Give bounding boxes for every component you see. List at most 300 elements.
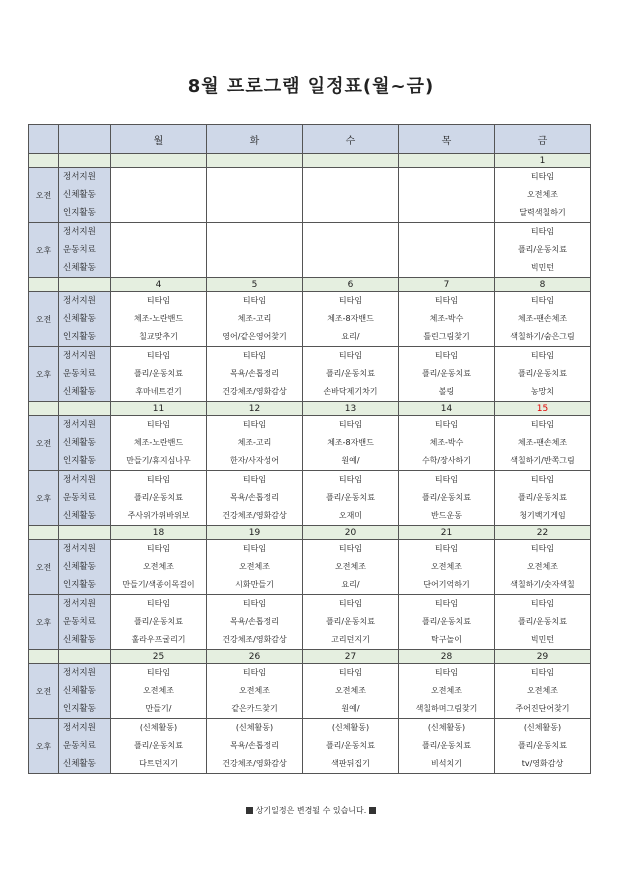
activity-cell (399, 168, 495, 223)
activity-cell (207, 416, 303, 471)
activity-cell (303, 223, 399, 278)
category-label: 신체활동 (63, 562, 96, 572)
activity-line: 농망치 (530, 387, 555, 396)
activity-cell (399, 540, 495, 595)
header-blank (29, 125, 59, 154)
category-label: 정서지원 (63, 227, 96, 237)
activity-cell (111, 471, 207, 526)
date-cell: 22 (495, 526, 591, 540)
activity-line: 플리/운동치료 (133, 617, 184, 626)
date-row-blank (29, 278, 59, 292)
activity-cell (495, 223, 591, 278)
activity-cell (399, 416, 495, 471)
activity-line: 볼링 (438, 387, 455, 396)
activity-line: 청기백기게임 (519, 511, 566, 520)
date-row-blank (59, 278, 111, 292)
activity-line: 칠교맞추기 (139, 332, 178, 341)
activity-line (111, 168, 206, 186)
category-label: 운동치료 (63, 369, 96, 379)
activity-line: 주어진단어찾기 (515, 704, 570, 713)
activity-cell (207, 347, 303, 402)
activity-line: 티타임 (338, 351, 363, 360)
date-cell: 12 (207, 402, 303, 416)
category-label: 운동치료 (63, 741, 96, 751)
period-label: 오전 (29, 168, 59, 223)
activity-line: 티타임 (434, 599, 459, 608)
activity-line: 오전체조 (527, 686, 558, 695)
activity-line: 훌라우프굴리기 (131, 635, 186, 644)
period-label: 오전 (29, 416, 59, 471)
activity-line (399, 186, 494, 204)
activity-line: 티타임 (242, 475, 267, 484)
activity-line: 목욕/손톱정리 (229, 369, 280, 378)
date-row (29, 402, 591, 416)
period-label: 오전 (29, 292, 59, 347)
activity-line: 시화만들기 (235, 580, 274, 589)
activity-cell (111, 168, 207, 223)
activity-line: 체조-노란밴드 (133, 314, 184, 323)
activity-line: 티타임 (338, 544, 363, 553)
date-cell: 28 (399, 650, 495, 664)
date-row (29, 154, 591, 168)
activity-cell (399, 347, 495, 402)
activity-line: 만들기/ (145, 704, 172, 713)
activity-line: 체조-팬손체조 (517, 314, 568, 323)
day-header: 목 (399, 125, 495, 154)
activity-cell (495, 595, 591, 650)
page-title: 8월 프로그램 일정표(월~금) (187, 76, 435, 97)
activity-line: 빅민턴 (530, 263, 555, 272)
activity-line: 플리/운동치료 (133, 741, 184, 750)
activity-cell (399, 292, 495, 347)
activity-cell (495, 471, 591, 526)
activity-line: 오전체조 (527, 562, 558, 571)
category-labels (59, 168, 111, 223)
date-cell: 7 (399, 278, 495, 292)
category-label: 정서지원 (63, 475, 96, 485)
activity-cell (111, 347, 207, 402)
morning-row (29, 664, 591, 719)
afternoon-row (29, 347, 591, 402)
date-cell: 20 (303, 526, 399, 540)
activity-line: (신체활동) (523, 723, 562, 732)
category-label: 신체활동 (63, 263, 96, 273)
category-label: 신체활동 (63, 190, 96, 200)
activity-line: 티타임 (434, 544, 459, 553)
date-row-blank (59, 650, 111, 664)
activity-line: 주사위가위바위보 (127, 511, 190, 520)
category-label: 정서지원 (63, 172, 96, 182)
category-label: 인지활동 (63, 580, 96, 590)
date-row (29, 650, 591, 664)
activity-cell (399, 595, 495, 650)
activity-line: (신체활동) (331, 723, 370, 732)
afternoon-row (29, 471, 591, 526)
category-label: 정서지원 (63, 420, 96, 430)
activity-line: 목욕/손톱정리 (229, 741, 280, 750)
date-cell: 25 (111, 650, 207, 664)
activity-line: 티타임 (530, 351, 555, 360)
category-labels (59, 416, 111, 471)
period-label: 오후 (29, 347, 59, 402)
category-label: 정서지원 (63, 599, 96, 609)
activity-cell (495, 664, 591, 719)
activity-line: 플리/운동치료 (517, 741, 568, 750)
date-row-blank (29, 526, 59, 540)
activity-cell (303, 292, 399, 347)
activity-line: 티타임 (434, 668, 459, 677)
category-label: 인지활동 (63, 332, 96, 342)
activity-line: 티타임 (338, 296, 363, 305)
date-cell: 5 (207, 278, 303, 292)
activity-cell (303, 471, 399, 526)
activity-line: 체조-8자밴드 (327, 314, 374, 323)
activity-line: 요리/ (341, 580, 360, 589)
activity-line: 플리/운동치료 (421, 369, 472, 378)
activity-line (303, 241, 398, 259)
activity-line (111, 259, 206, 277)
date-cell (207, 154, 303, 168)
activity-cell (111, 292, 207, 347)
activity-line: 색칠하기/숫자색칠 (510, 580, 575, 589)
activity-cell (303, 416, 399, 471)
footer-note (0, 805, 622, 816)
footer-text: 상기일정은 변경될 수 있습니다. (255, 806, 367, 815)
date-cell: 14 (399, 402, 495, 416)
activity-line: 오전체조 (239, 686, 270, 695)
activity-line (207, 204, 302, 222)
activity-line: 만들기/색종이목걸이 (122, 580, 195, 589)
activity-cell (303, 347, 399, 402)
category-label: 신체활동 (63, 387, 96, 397)
activity-cell (207, 595, 303, 650)
activity-cell (111, 595, 207, 650)
activity-line: 티타임 (338, 420, 363, 429)
activity-line: 오전체조 (335, 686, 366, 695)
date-cell: 29 (495, 650, 591, 664)
activity-cell (207, 168, 303, 223)
activity-cell (303, 664, 399, 719)
date-cell: 26 (207, 650, 303, 664)
period-label: 오전 (29, 664, 59, 719)
activity-line: 티타임 (434, 296, 459, 305)
activity-line (207, 168, 302, 186)
date-row-blank (59, 402, 111, 416)
activity-line: 티타임 (530, 296, 555, 305)
date-row-blank (29, 154, 59, 168)
activity-cell (111, 540, 207, 595)
category-label: 정서지원 (63, 668, 96, 678)
activity-line (399, 223, 494, 241)
activity-line: 오재미 (338, 511, 363, 520)
afternoon-row (29, 595, 591, 650)
activity-line: 수학/장사하기 (421, 456, 472, 465)
activity-line: 티타임 (338, 668, 363, 677)
activity-line: 티타임 (530, 475, 555, 484)
activity-line: 티타임 (242, 668, 267, 677)
category-label: 인지활동 (63, 208, 96, 218)
date-cell (111, 154, 207, 168)
activity-line: 오전체조 (431, 562, 462, 571)
activity-line: 플리/운동치료 (517, 369, 568, 378)
activity-line: 플리/운동치료 (325, 369, 376, 378)
date-cell: 1 (495, 154, 591, 168)
activity-cell (207, 292, 303, 347)
activity-line: 티타임 (338, 475, 363, 484)
activity-line (207, 186, 302, 204)
category-labels (59, 664, 111, 719)
activity-line: 체조-박수 (429, 438, 464, 447)
activity-line: 플리/운동치료 (421, 741, 472, 750)
activity-cell (495, 347, 591, 402)
date-cell (303, 154, 399, 168)
activity-line: 티타임 (242, 599, 267, 608)
activity-line: 티타임 (530, 599, 555, 608)
activity-line: 원예/ (341, 704, 360, 713)
category-labels (59, 719, 111, 774)
activity-line: 영어/같은영어찾기 (222, 332, 287, 341)
category-label: 인지활동 (63, 456, 96, 466)
date-cell (399, 154, 495, 168)
activity-line: 건강체조/영화감상 (222, 759, 287, 768)
activity-line: 빅민턴 (530, 635, 555, 644)
activity-cell (207, 223, 303, 278)
morning-row (29, 540, 591, 595)
activity-line: 플리/운동치료 (517, 493, 568, 502)
activity-line: tv/영화감상 (521, 759, 564, 768)
date-row (29, 526, 591, 540)
category-label: 신체활동 (63, 511, 96, 521)
activity-line (207, 259, 302, 277)
category-label: 신체활동 (63, 635, 96, 645)
activity-line: 티타임 (434, 351, 459, 360)
activity-line: 체조-8자밴드 (327, 438, 374, 447)
activity-line: 반드운동 (431, 511, 462, 520)
activity-cell (303, 595, 399, 650)
square-bullet-icon (369, 807, 376, 814)
afternoon-row (29, 223, 591, 278)
activity-cell (111, 664, 207, 719)
period-label: 오전 (29, 540, 59, 595)
activity-line (111, 241, 206, 259)
activity-line: 손바닥제기차기 (323, 387, 378, 396)
category-label: 정서지원 (63, 723, 96, 733)
activity-line: 티타임 (530, 668, 555, 677)
category-labels (59, 292, 111, 347)
category-label: 신체활동 (63, 314, 96, 324)
activity-line (303, 186, 398, 204)
category-label: 정서지원 (63, 296, 96, 306)
date-cell: 15 (495, 402, 591, 416)
activity-line: 플리/운동치료 (325, 741, 376, 750)
category-labels (59, 223, 111, 278)
activity-line (399, 241, 494, 259)
activity-line (303, 168, 398, 186)
activity-line: 색칠하기/반쪽그림 (510, 456, 575, 465)
afternoon-row (29, 719, 591, 774)
activity-cell (399, 664, 495, 719)
period-label: 오후 (29, 471, 59, 526)
activity-line: 목욕/손톱정리 (229, 493, 280, 502)
activity-line: 플리/운동치료 (325, 617, 376, 626)
category-label: 인지활동 (63, 704, 96, 714)
date-cell: 6 (303, 278, 399, 292)
activity-line: 티타임 (530, 172, 555, 181)
date-row-blank (59, 154, 111, 168)
activity-line: 티타임 (242, 351, 267, 360)
activity-line: 티타임 (530, 420, 555, 429)
activity-line (207, 223, 302, 241)
activity-line: 달력색칠하기 (519, 208, 566, 217)
activity-line: 체조-고리 (237, 314, 272, 323)
activity-line: 플리/운동치료 (325, 493, 376, 502)
activity-line: 색칠하기/숨은그림 (510, 332, 575, 341)
activity-line: (신체활동) (235, 723, 274, 732)
date-row-blank (29, 650, 59, 664)
activity-line: 티타임 (146, 296, 171, 305)
activity-line: 티타임 (338, 599, 363, 608)
activity-line (303, 223, 398, 241)
activity-line: 체조-노란밴드 (133, 438, 184, 447)
activity-line (303, 259, 398, 277)
activity-line: 티타임 (242, 296, 267, 305)
category-labels (59, 595, 111, 650)
activity-line: 플리/운동치료 (133, 493, 184, 502)
activity-line (207, 241, 302, 259)
activity-cell (495, 168, 591, 223)
period-label: 오후 (29, 595, 59, 650)
activity-line: 틀린그림찾기 (423, 332, 470, 341)
activity-line: 단어기억하기 (423, 580, 470, 589)
activity-cell (111, 223, 207, 278)
activity-line: 오전체조 (335, 562, 366, 571)
category-label: 정서지원 (63, 544, 96, 554)
activity-cell (207, 719, 303, 774)
activity-line: 티타임 (146, 599, 171, 608)
date-row-blank (59, 526, 111, 540)
activity-line: 다트던지기 (139, 759, 178, 768)
period-label: 오후 (29, 223, 59, 278)
date-cell: 19 (207, 526, 303, 540)
category-label: 신체활동 (63, 759, 96, 769)
square-bullet-icon (246, 807, 253, 814)
activity-line: 체조-팬손체조 (517, 438, 568, 447)
activity-cell (207, 540, 303, 595)
activity-line: 색칠하며그림찾기 (415, 704, 478, 713)
day-header: 수 (303, 125, 399, 154)
category-label: 운동치료 (63, 617, 96, 627)
date-cell: 21 (399, 526, 495, 540)
activity-line: 체조-고리 (237, 438, 272, 447)
activity-line (399, 259, 494, 277)
morning-row (29, 168, 591, 223)
activity-line: 티타임 (530, 544, 555, 553)
activity-line (111, 204, 206, 222)
activity-line: 티타임 (242, 544, 267, 553)
activity-line: 티타임 (434, 475, 459, 484)
category-labels (59, 347, 111, 402)
activity-cell (111, 719, 207, 774)
date-cell: 18 (111, 526, 207, 540)
activity-line: 티타임 (242, 420, 267, 429)
activity-cell (303, 719, 399, 774)
activity-cell (399, 719, 495, 774)
header-blank (59, 125, 111, 154)
date-row (29, 278, 591, 292)
category-label: 신체활동 (63, 686, 96, 696)
activity-line: 티타임 (146, 351, 171, 360)
activity-line: 오전체조 (431, 686, 462, 695)
activity-line: 요리/ (341, 332, 360, 341)
activity-line: 플리/운동치료 (133, 369, 184, 378)
activity-line: 고리던지기 (331, 635, 370, 644)
activity-cell (495, 540, 591, 595)
activity-line (399, 204, 494, 222)
date-cell: 4 (111, 278, 207, 292)
activity-line: 오전체조 (527, 190, 558, 199)
activity-line: (신체활동) (427, 723, 466, 732)
category-labels (59, 540, 111, 595)
date-cell: 13 (303, 402, 399, 416)
category-labels (59, 471, 111, 526)
activity-line: 플리/운동치료 (517, 245, 568, 254)
day-header: 월 (111, 125, 207, 154)
activity-line (111, 223, 206, 241)
activity-line: (신체활동) (139, 723, 178, 732)
activity-line: 티타임 (434, 420, 459, 429)
activity-line: 티타임 (146, 668, 171, 677)
activity-line (399, 168, 494, 186)
day-header: 금 (495, 125, 591, 154)
activity-line: 오전체조 (143, 562, 174, 571)
activity-cell (207, 471, 303, 526)
activity-cell (303, 540, 399, 595)
activity-line: 플리/운동치료 (421, 617, 472, 626)
activity-line: 티타임 (146, 544, 171, 553)
activity-line: 건강체조/영화감상 (222, 387, 287, 396)
activity-line: 티타임 (146, 420, 171, 429)
schedule-table (28, 124, 591, 774)
activity-line: 비석치기 (431, 759, 462, 768)
period-label: 오후 (29, 719, 59, 774)
date-cell: 27 (303, 650, 399, 664)
activity-line: 오전체조 (239, 562, 270, 571)
activity-line: 플리/운동치료 (517, 617, 568, 626)
category-label: 신체활동 (63, 438, 96, 448)
day-header: 화 (207, 125, 303, 154)
activity-cell (495, 416, 591, 471)
activity-line: 목욕/손톱정리 (229, 617, 280, 626)
activity-line: 색판뒤집기 (331, 759, 370, 768)
activity-line: 탁구놀이 (431, 635, 462, 644)
date-cell: 11 (111, 402, 207, 416)
category-label: 운동치료 (63, 245, 96, 255)
activity-line: 티타임 (146, 475, 171, 484)
activity-line (111, 186, 206, 204)
activity-line (303, 204, 398, 222)
activity-line: 티타임 (530, 227, 555, 236)
activity-cell (207, 664, 303, 719)
activity-line: 후마네트걷기 (135, 387, 182, 396)
activity-line: 한자/사자성어 (229, 456, 280, 465)
activity-cell (495, 719, 591, 774)
activity-line: 원예/ (341, 456, 360, 465)
activity-cell (399, 223, 495, 278)
activity-line: 만들기/휴지심나무 (126, 456, 191, 465)
activity-line: 플리/운동치료 (421, 493, 472, 502)
morning-row (29, 292, 591, 347)
activity-cell (495, 292, 591, 347)
